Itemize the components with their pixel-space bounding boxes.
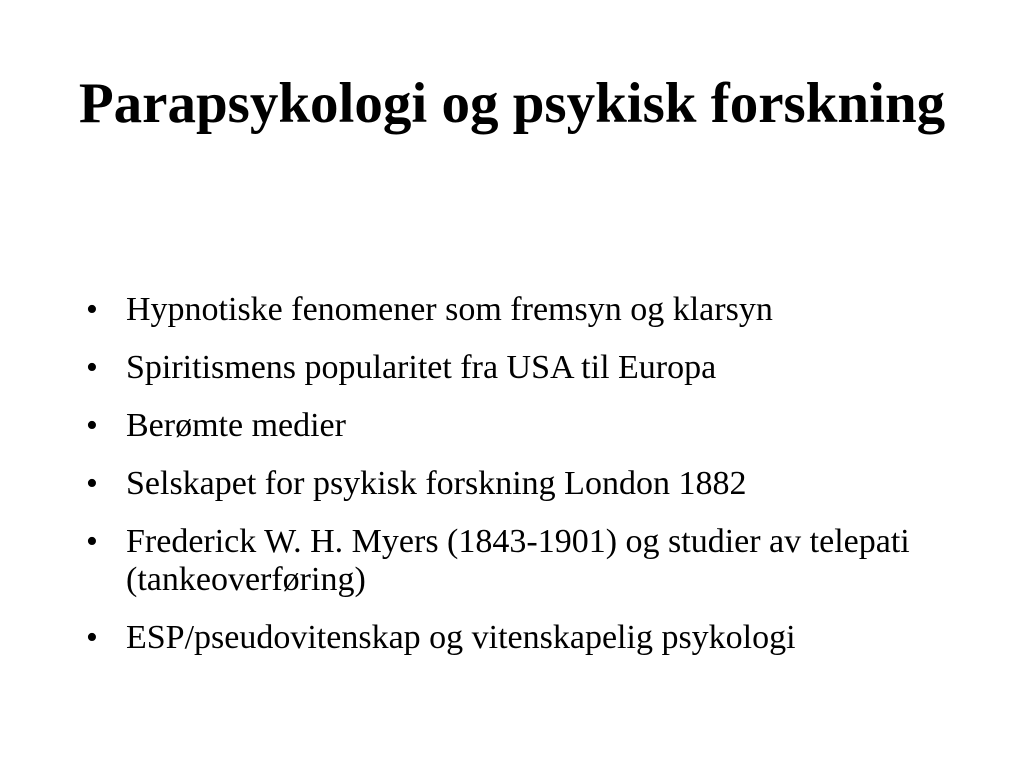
bullet-item (86, 407, 986, 445)
bullet-dot-icon: • (86, 619, 98, 656)
bullet-text: Spiritismens popularitet fra USA til Europa (126, 349, 717, 386)
bullet-dot-icon: • (86, 523, 98, 560)
bullet-item (86, 349, 986, 387)
bullet-dot-icon: • (86, 465, 98, 502)
bullet-item (86, 465, 986, 503)
bullet-text: Frederick W. H. Myers (1843-1901) og studier av telepati (tankeoverføring) (126, 523, 910, 598)
bullet-dot-icon: • (86, 407, 98, 444)
bullet-text: ESP/pseudovitenskap og vitenskapelig psykologi (126, 619, 796, 656)
bullet-item (86, 291, 986, 329)
bullet-text: Berømte medier (126, 407, 346, 444)
bullet-item (86, 523, 986, 599)
bullet-item (86, 619, 986, 657)
bullet-dot-icon: • (86, 291, 98, 328)
slide-title: Parapsykologi og psykisk forskning (78, 72, 946, 135)
bullet-list (86, 291, 986, 677)
bullet-dot-icon: • (86, 349, 98, 386)
bullet-text: Hypnotiske fenomener som fremsyn og klarsyn (126, 291, 773, 328)
bullet-text: Selskapet for psykisk forskning London 1882 (126, 465, 747, 502)
